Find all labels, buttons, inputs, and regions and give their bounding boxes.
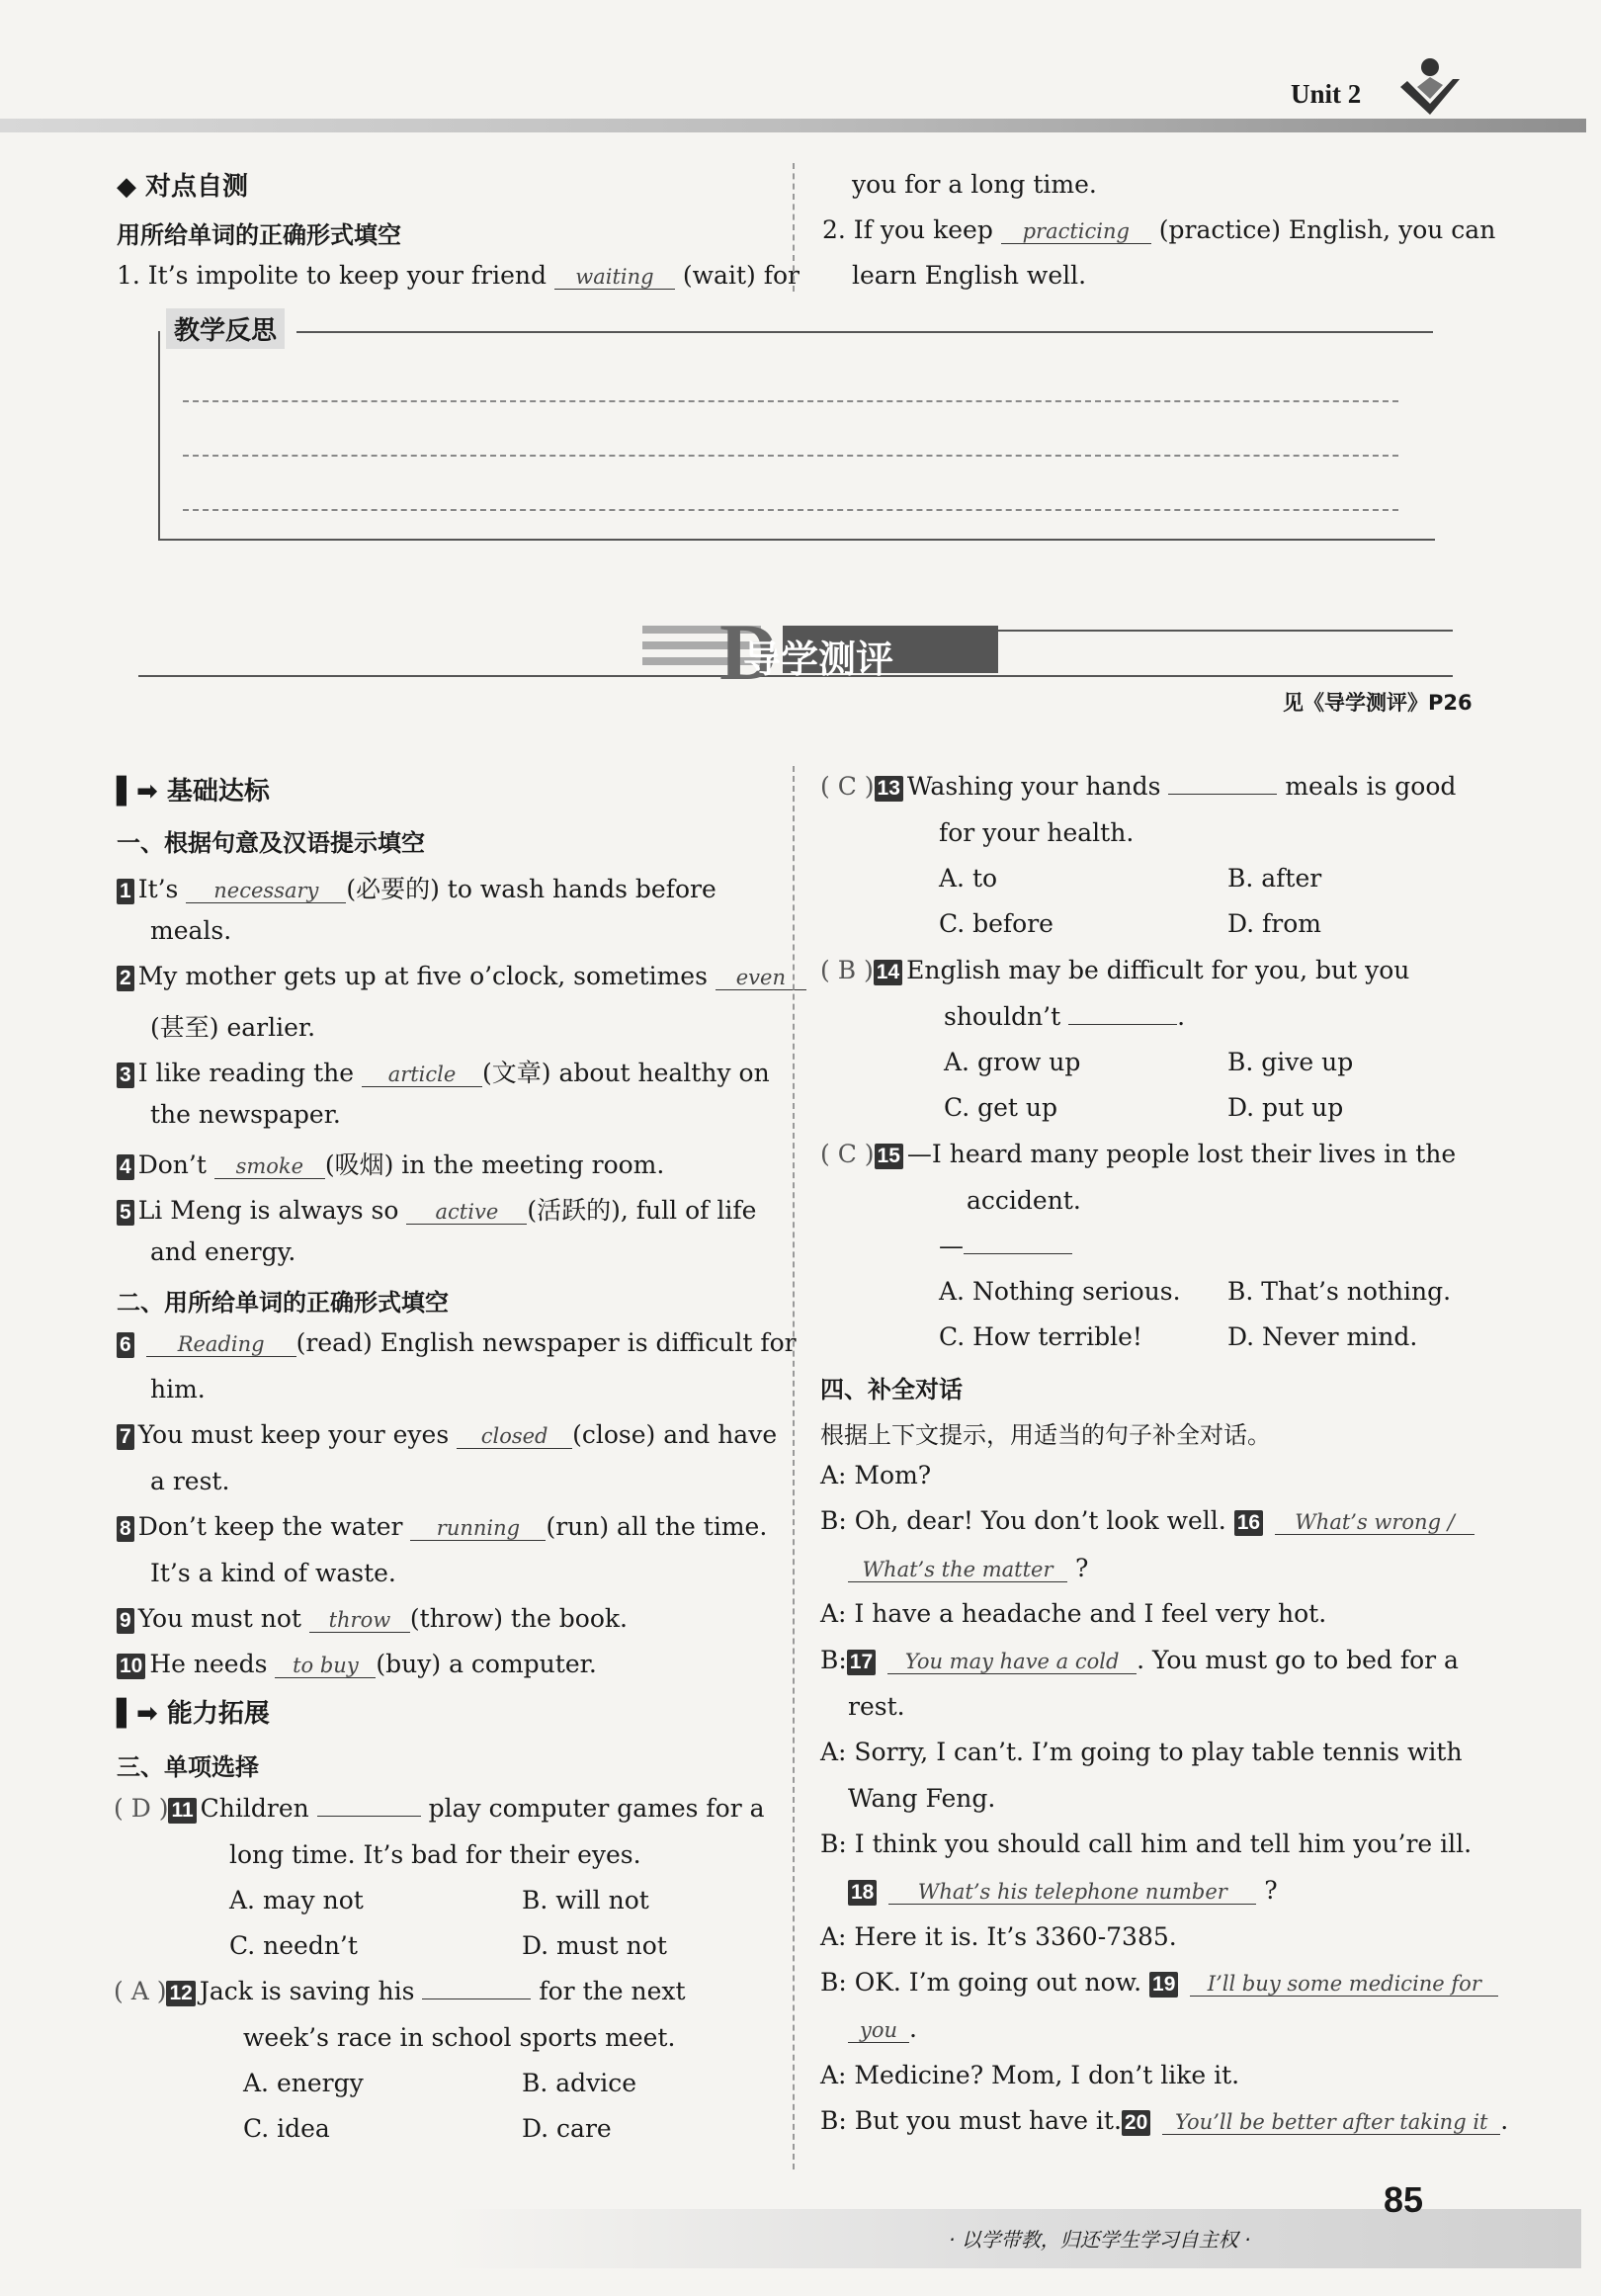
answer: waiting — [554, 265, 675, 290]
q14-optD: D. put up — [1227, 1093, 1344, 1122]
q6-line: 6 Reading (read) English newspaper is difficult for — [117, 1328, 797, 1358]
q12-optC: C. idea — [243, 2114, 330, 2143]
q2-line: 2 My mother gets up at five o’clock, sometimes even — [117, 962, 806, 991]
q10-line: 10 He needs to buy (buy) a computer. — [117, 1650, 597, 1679]
answer: What’s wrong / — [1275, 1510, 1475, 1535]
dialogue-line-19: B: OK. I’m going out now. 19 I’ll buy some medicine for — [820, 1968, 1498, 1998]
q11-optD: D. must not — [522, 1931, 667, 1960]
self-test-q2: 2. If you keep practicing (practice) English, you can — [822, 215, 1496, 244]
q14-optA: A. grow up — [944, 1048, 1081, 1076]
dialogue-line-19-cont: you . — [848, 2014, 917, 2043]
q13-optB: B. after — [1227, 864, 1322, 893]
answer: What’s his telephone number — [888, 1880, 1256, 1905]
footer-motto: · 以学带教，归还学生学习自主权 · — [949, 2228, 1251, 2252]
reflection-tag: 教学反思 — [166, 308, 285, 349]
q15-optB: B. That’s nothing. — [1227, 1277, 1452, 1306]
q12-optB: B. advice — [522, 2069, 637, 2097]
banner-ref: 见《导学测评》P26 — [1283, 691, 1473, 715]
answer: to buy — [275, 1654, 376, 1678]
q3-line: 3 I like reading the article (文章) about healthy on — [117, 1054, 770, 1089]
q15-optA: A. Nothing serious. — [939, 1277, 1181, 1306]
q1-line: 1 It’s necessary (必要的) to wash hands before — [117, 870, 716, 905]
answer: necessary — [186, 879, 346, 903]
answer: Reading — [146, 1332, 296, 1357]
q5-line: 5 Li Meng is always so active (活跃的), full of life — [117, 1191, 756, 1227]
dialogue-line-16: B: Oh, dear! You don’t look well. 16 What’s wrong / — [820, 1506, 1475, 1536]
column-divider — [793, 766, 795, 2169]
answer: You may have a cold — [887, 1650, 1137, 1674]
q3-cont: the newspaper. — [150, 1100, 341, 1129]
part4-heading: 四、补全对话 — [820, 1376, 963, 1403]
q15-line: ( C ) 15 —I heard many people lost their lives in the — [820, 1140, 1457, 1168]
reflection-line — [183, 400, 1398, 402]
dialogue-line: A: I have a headache and I feel very hot. — [820, 1599, 1327, 1628]
reflection-line — [183, 455, 1398, 457]
dialogue-line-20: B: But you must have it. 20 You’ll be better after taking it . — [820, 2106, 1509, 2135]
dialogue-instructions: 根据上下文提示，用适当的句子补全对话。 — [820, 1421, 1271, 1449]
dialogue-line-17: B: 17 You may have a cold . You must go to bed for a — [820, 1646, 1459, 1674]
q8-cont: It’s a kind of waste. — [150, 1559, 396, 1587]
q7-cont: a rest. — [150, 1467, 230, 1495]
answer: article — [362, 1063, 482, 1087]
q11-optB: B. will not — [522, 1886, 649, 1914]
part1-heading: 一、根据句意及汉语提示填空 — [117, 829, 425, 857]
answer: you — [848, 2018, 909, 2043]
column-divider — [793, 163, 795, 292]
part2-heading: 二、用所给单词的正确形式填空 — [117, 1289, 449, 1317]
q11-line: ( D ) 11 Children play computer games for a — [114, 1794, 765, 1823]
q6-cont: him. — [150, 1375, 206, 1403]
dialogue-line: B: I think you should call him and tell him you’re ill. — [820, 1829, 1473, 1858]
q15-optD: D. Never mind. — [1227, 1322, 1418, 1351]
answer: What’s the matter — [848, 1558, 1067, 1582]
dialogue-line-18: 18 What’s his telephone number ? — [848, 1876, 1278, 1906]
answer: active — [406, 1200, 527, 1225]
q11-optA: A. may not — [229, 1886, 364, 1914]
q15-reply: — — [939, 1232, 1072, 1260]
q2-cont: (甚至) earlier. — [150, 1013, 316, 1042]
reflection-line — [183, 509, 1398, 511]
dialogue-line-cont: rest. — [848, 1692, 905, 1721]
self-test-q2-cont: learn English well. — [852, 261, 1087, 290]
dialogue-line: A: Mom? — [820, 1461, 932, 1489]
q14-optB: B. give up — [1227, 1048, 1354, 1076]
unit-label: Unit 2 — [1291, 79, 1362, 109]
q1-cont: meals. — [150, 916, 232, 945]
banner-title: 导学测评 — [743, 638, 894, 681]
answer: You’ll be better after taking it — [1162, 2110, 1500, 2135]
dialogue-line: A: Medicine? Mom, I don’t like it. — [820, 2061, 1240, 2089]
svg-text:D: D — [719, 618, 779, 687]
q12-line: ( A ) 12 Jack is saving his for the next — [114, 1977, 686, 2005]
self-test-heading: 用所给单词的正确形式填空 — [117, 221, 401, 249]
q12-optD: D. care — [522, 2114, 612, 2143]
banner-line — [998, 630, 1453, 632]
answer: even — [716, 966, 806, 990]
self-test-q1-cont: you for a long time. — [852, 170, 1097, 199]
q14-cont: shouldn’t . — [944, 1002, 1186, 1031]
q14-line: ( B ) 14 English may be difficult for you, but you — [820, 956, 1410, 984]
q8-line: 8 Don’t keep the water running (run) all the time. — [117, 1512, 767, 1542]
q13-line: ( C ) 13 Washing your hands meals is good — [820, 772, 1457, 801]
q13-cont: for your health. — [939, 818, 1135, 847]
q12-optA: A. energy — [243, 2069, 364, 2097]
q13-optD: D. from — [1227, 909, 1322, 938]
q15-optC: C. How terrible! — [939, 1322, 1142, 1351]
q11-cont: long time. It’s bad for their eyes. — [229, 1840, 641, 1869]
page-number: 85 — [1384, 2179, 1424, 2220]
q11-optC: C. needn’t — [229, 1931, 358, 1960]
answer: I’ll buy some medicine for — [1190, 1972, 1498, 1997]
answer: smoke — [214, 1154, 325, 1179]
q13-optC: C. before — [939, 909, 1053, 938]
q9-line: 9 You must not throw (throw) the book. — [117, 1604, 628, 1634]
ability-tag: ▌➡ 能力拓展 — [117, 1699, 270, 1729]
answer: closed — [457, 1424, 572, 1449]
answer: practicing — [1001, 219, 1151, 244]
q4-line: 4 Don’t smoke (吸烟) in the meeting room. — [117, 1146, 664, 1181]
answer: throw — [309, 1608, 410, 1633]
dialogue-line-16-cont: What’s the matter ? — [848, 1554, 1088, 1582]
q5-cont: and energy. — [150, 1237, 296, 1266]
dialogue-line: A: Sorry, I can’t. I’m going to play table tennis with — [820, 1738, 1463, 1766]
book-person-icon — [1395, 49, 1465, 119]
dialogue-line-cont: Wang Feng. — [848, 1784, 996, 1813]
dialogue-line: A: Here it is. It’s 3360-7385. — [820, 1922, 1177, 1951]
self-test-q1: 1. It’s impolite to keep your friend waiting (wait) for — [117, 261, 800, 290]
answer: running — [410, 1516, 546, 1541]
q7-line: 7 You must keep your eyes closed (close) and have — [117, 1420, 777, 1450]
basic-tag: ▌➡ 基础达标 — [117, 777, 270, 807]
q15-cont: accident. — [967, 1186, 1081, 1215]
q13-optA: A. to — [939, 864, 998, 893]
header-bar — [0, 119, 1586, 132]
q14-optC: C. get up — [944, 1093, 1058, 1122]
q12-cont: week’s race in school sports meet. — [243, 2023, 676, 2052]
self-test-tag: ◆ 对点自测 — [117, 172, 249, 202]
part3-heading: 三、单项选择 — [117, 1753, 259, 1781]
